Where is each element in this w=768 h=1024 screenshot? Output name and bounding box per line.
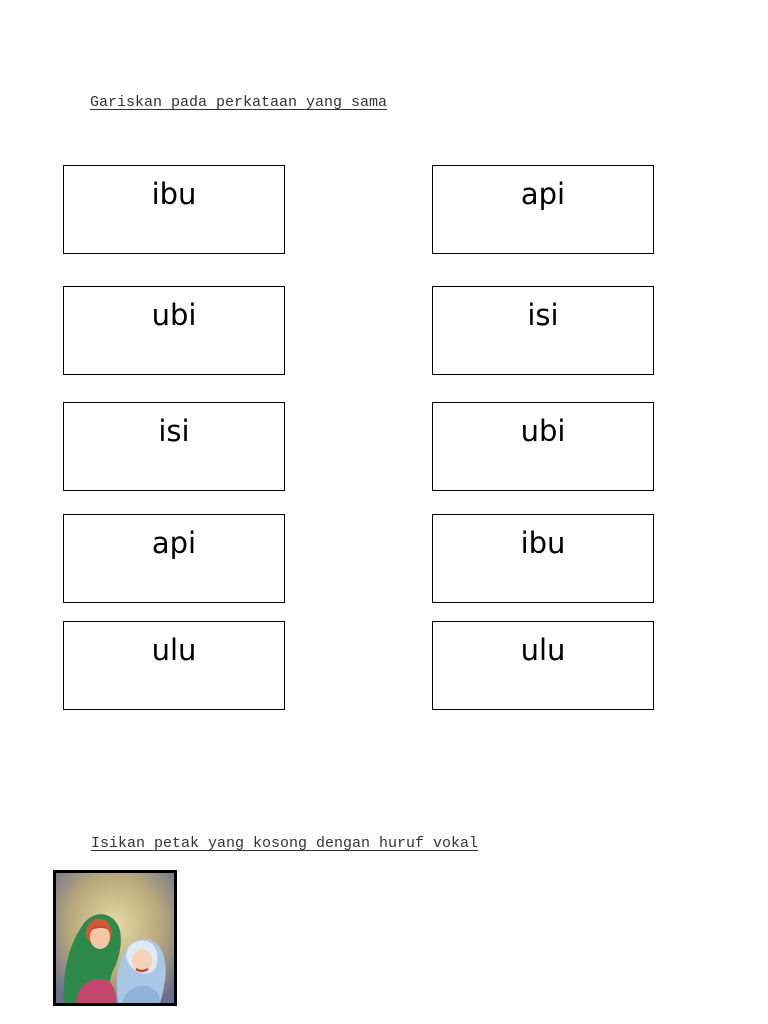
left-word: api [151,526,197,560]
right-word: isi [527,298,559,332]
left-word-box-5[interactable] [63,621,285,710]
left-word-box-2[interactable] [63,286,285,375]
right-word-box-2[interactable] [432,286,654,375]
right-word: ubi [520,414,566,448]
right-word: api [520,177,566,211]
left-word-box-4[interactable] [63,514,285,603]
left-word: ibu [151,177,197,211]
left-word: ubi [151,298,197,332]
vowel-fill-instruction: Isikan petak yang kosong dengan huruf vokal [91,835,479,852]
right-word-box-3[interactable] [432,402,654,491]
left-word: ulu [151,633,197,667]
right-word-box-5[interactable] [432,621,654,710]
left-word-box-1[interactable] [63,165,285,254]
two-women-illustration-icon [53,870,177,1006]
right-word: ulu [520,633,566,667]
right-word-box-4[interactable] [432,514,654,603]
matching-instruction: Gariskan pada perkataan yang sama [90,94,388,111]
left-word-box-3[interactable] [63,402,285,491]
left-word: isi [158,414,190,448]
right-word-box-1[interactable] [432,165,654,254]
right-word: ibu [520,526,566,560]
